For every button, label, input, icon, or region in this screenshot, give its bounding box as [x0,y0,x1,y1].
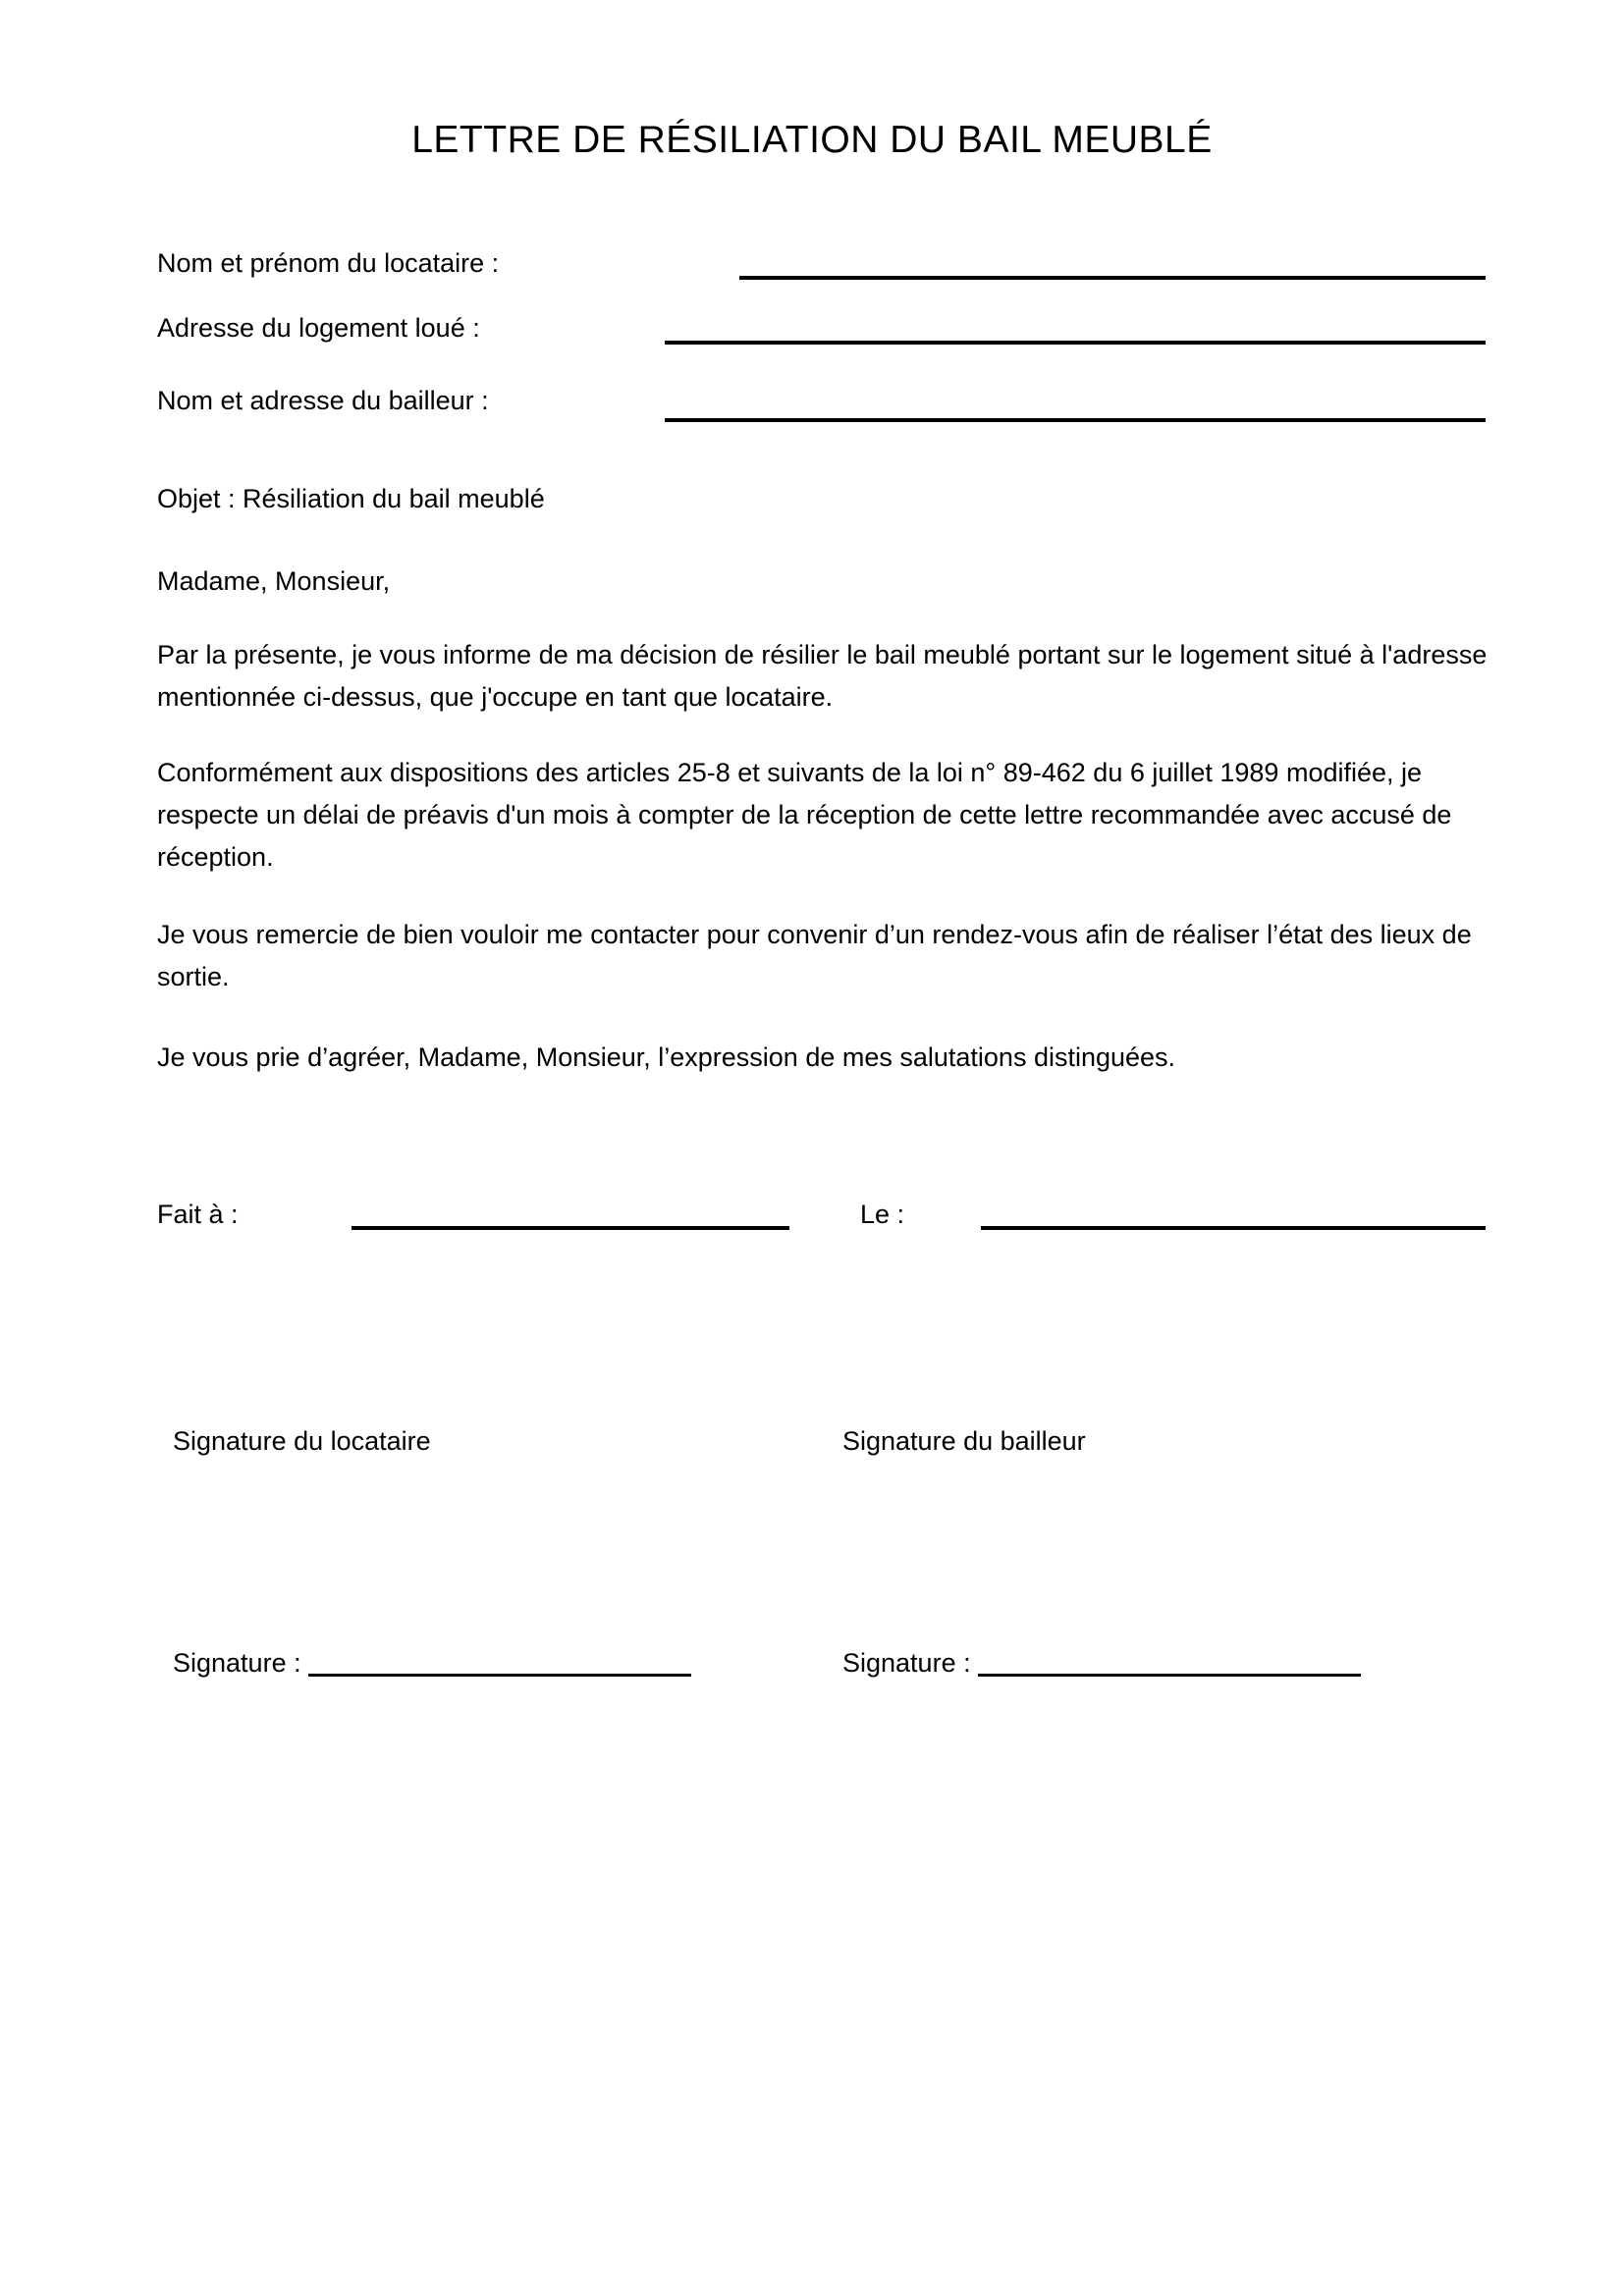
paragraph-intro: Par la présente, je vous informe de ma décision de résilier le bail meublé portant sur le logement situé à l'adresse mentionnée ci-dessus, que j'occupe en tant que locataire. [157,640,1488,712]
landlord-signature-row [842,1647,1361,1679]
landlord-signature-label: Signature : [842,1648,971,1678]
rented-address-blank-line [665,341,1486,345]
landlord-signature-blank-line [978,1672,1361,1677]
subject-line: Objet : Résiliation du bail meublé [157,484,545,513]
tenant-name-label: Nom et prénom du locataire : [157,248,500,278]
landlord-signature-heading: Signature du bailleur [842,1426,1086,1456]
date-blank-line [981,1226,1486,1230]
landlord-name-address-blank-line [665,418,1486,422]
paragraph-legal-notice: Conformément aux dispositions des articles 25-8 et suivants de la loi n° 89-462 du 6 juillet 1989 modifiée, je respecte un délai de préavis d'un mois à compter de la réception de cette lettre recommandée avec accusé de réception. [157,758,1452,872]
landlord-name-address-label: Nom et adresse du bailleur : [157,386,489,415]
tenant-signature-label: Signature : [173,1648,301,1678]
tenant-signature-heading: Signature du locataire [173,1426,431,1456]
date-label: Le : [860,1200,905,1229]
place-blank-line [352,1226,789,1230]
tenant-name-blank-line [739,276,1486,280]
paragraph-inventory-request: Je vous remercie de bien vouloir me contacter pour convenir d’un rendez-vous afin de réaliser l’état des lieux de sortie. [157,920,1472,991]
page-title: LETTRE DE RÉSILIATION DU BAIL MEUBLÉ [411,119,1213,161]
tenant-signature-row [173,1647,691,1679]
rented-address-label: Adresse du logement loué : [157,313,480,343]
tenant-signature-blank-line [308,1672,691,1677]
place-label: Fait à : [157,1200,239,1229]
greeting: Madame, Monsieur, [157,566,391,596]
paragraph-closing-formula: Je vous prie d’agréer, Madame, Monsieur, l’expression de mes salutations distinguées. [157,1042,1176,1072]
